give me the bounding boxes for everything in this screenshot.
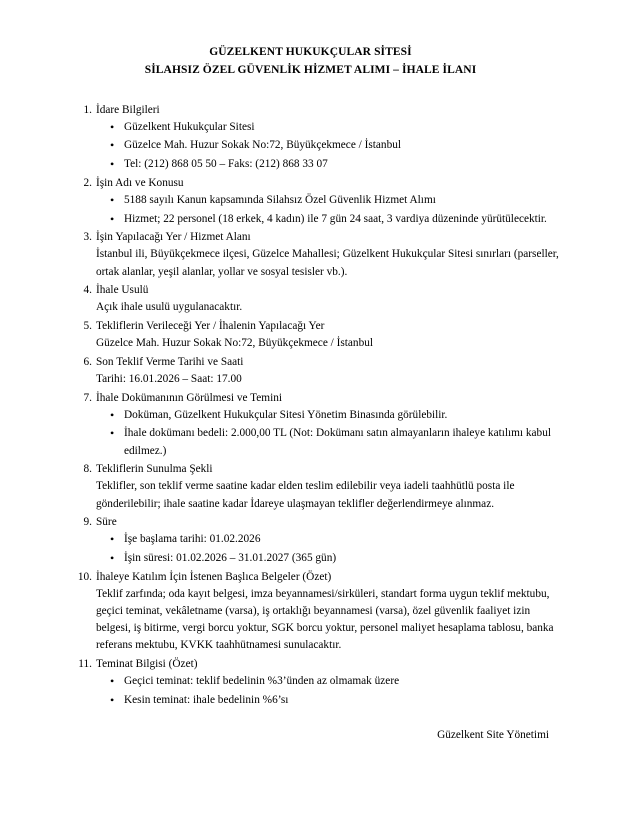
list-item-text: Tel: (212) 868 05 50 – Faks: (212) 868 33 07 <box>124 158 328 171</box>
section-bullet-list <box>96 531 559 567</box>
section-number: 4. <box>83 284 92 297</box>
section-bullet-list <box>96 673 559 709</box>
list-item <box>110 192 559 209</box>
section-heading: Tekliflerin Sunulma Şekli <box>96 463 213 476</box>
list-item-text: Güzelce Mah. Huzur Sokak No:72, Büyükçekmece / İstanbul <box>124 139 402 152</box>
section-bullet-list <box>96 407 559 460</box>
section-number: 11. <box>78 657 92 670</box>
section-item <box>83 390 559 460</box>
list-item <box>110 156 559 173</box>
section-heading: Teminat Bilgisi (Özet) <box>96 657 198 670</box>
section-heading: Tekliflerin Verileceği Yer / İhalenin Yapılacağı Yer <box>96 320 325 332</box>
list-item <box>110 673 559 690</box>
list-item-text: 5188 sayılı Kanun kapsamında Silahsız Özel Güvenlik Hizmet Alımı <box>124 193 436 206</box>
list-item <box>110 407 559 424</box>
title-spacer <box>62 80 559 102</box>
section-number: 8. <box>83 463 92 476</box>
section-heading: İhale Dokümanının Görülmesi ve Temini <box>96 391 282 404</box>
bullet-dot-icon: • <box>110 426 115 441</box>
section-item <box>83 318 559 352</box>
section-heading: İşin Yapılacağı Yer / Hizmet Alanı <box>96 231 251 244</box>
list-item-text: Doküman, Güzelkent Hukukçular Sitesi Yönetim Binasında görülebilir. <box>124 408 448 421</box>
section-heading: İdare Bilgileri <box>96 103 160 116</box>
section-item <box>83 282 559 316</box>
section-body: Güzelce Mah. Huzur Sokak No:72, Büyükçekmece / İstanbul <box>96 337 374 350</box>
section-number: 7. <box>83 391 92 404</box>
section-body: İstanbul ili, Büyükçekmece ilçesi, Güzelce Mahallesi; Güzelkent Hukukçular Sitesi sınırları (parseller, ortak alanlar, yeşil alanlar, yollar ve sosyal tesisler vb.). <box>96 248 559 278</box>
section-heading: Son Teklif Verme Tarihi ve Saati <box>96 355 244 368</box>
list-item <box>110 425 559 459</box>
section-number: 10. <box>77 570 92 583</box>
list-item-text: Güzelkent Hukukçular Sitesi <box>124 120 255 133</box>
section-item <box>77 569 559 655</box>
list-item <box>110 211 559 228</box>
section-number: 1. <box>83 103 92 116</box>
section-number: 2. <box>83 176 92 189</box>
document-title <box>62 44 559 80</box>
list-item <box>110 137 559 154</box>
section-heading: İhaleye Katılım İçin İstenen Başlıca Belgeler (Özet) <box>96 570 332 583</box>
bullet-dot-icon: • <box>110 119 115 134</box>
list-item <box>110 119 559 136</box>
bullet-dot-icon: • <box>110 138 115 153</box>
list-item-text: Kesin teminat: ihale bedelinin %6’sı <box>124 693 289 706</box>
numbered-section-list <box>62 102 559 709</box>
bullet-dot-icon: • <box>110 211 115 226</box>
section-heading: İhale Usulü <box>96 284 149 297</box>
section-heading: İşin Adı ve Konusu <box>96 176 184 189</box>
section-body: Teklifler, son teklif verme saatine kadar elden teslim edilebilir veya iadeli taahhütlü posta ile gönderilebilir; ihale saatine kadar İdareye ulaşmayan teklifler değerlendirmeye alınmaz. <box>96 480 515 510</box>
section-body: Teklif zarfında; oda kayıt belgesi, imza beyannamesi/sirküleri, standart forma uygun teklif mektubu, geçici teminat, vekâletname (varsa), iş ortaklığı beyannamesi (varsa), özel güvenlik faaliyet izin belgesi, iş bitirme, vergi borcu yoktur, SGK borcu yoktur, personel maliyet hesaplama tablosu, banka referans mektubu, KVKK taahhütnamesi sunulacaktır. <box>96 587 554 652</box>
section-item <box>83 175 559 228</box>
section-bullet-list <box>96 192 559 228</box>
bullet-dot-icon: • <box>110 192 115 207</box>
bullet-dot-icon: • <box>110 407 115 422</box>
bullet-dot-icon: • <box>110 692 115 707</box>
bullet-dot-icon: • <box>110 532 115 547</box>
bullet-dot-icon: • <box>110 551 115 566</box>
section-item <box>78 656 559 709</box>
section-number: 5. <box>83 320 92 332</box>
title-line-1: GÜZELKENT HUKUKÇULAR SİTESİ <box>209 46 412 58</box>
list-item <box>110 692 559 709</box>
list-item <box>110 550 559 567</box>
list-item <box>110 531 559 548</box>
signature-line: Güzelkent Site Yönetimi <box>437 728 549 741</box>
bullet-dot-icon: • <box>110 157 115 172</box>
section-number: 9. <box>83 516 92 529</box>
list-item-text: İhale dokümanı bedeli: 2.000,00 TL (Not: Dokümanı satın almayanların ihaleye katılımı kabul edilmez.) <box>124 427 551 457</box>
title-line-2: SİLAHSIZ ÖZEL GÜVENLİK HİZMET ALIMI – İHALE İLANI <box>144 63 477 76</box>
section-item <box>83 102 559 174</box>
section-body: Tarihi: 16.01.2026 – Saat: 17.00 <box>96 372 242 385</box>
list-item-text: Hizmet; 22 personel (18 erkek, 4 kadın) ile 7 gün 24 saat, 3 vardiya düzeninde yürütülecektir. <box>124 212 547 225</box>
section-item <box>83 229 559 280</box>
section-bullet-list <box>96 119 559 173</box>
section-body: Açık ihale usulü uygulanacaktır. <box>96 301 243 314</box>
section-item <box>83 354 559 388</box>
bullet-dot-icon: • <box>110 674 115 689</box>
section-number: 6. <box>83 355 92 368</box>
section-heading: Süre <box>96 516 117 529</box>
list-item-text: Geçici teminat: teklif bedelinin %3’ünden az olmamak üzere <box>124 675 400 688</box>
list-item-text: İşe başlama tarihi: 01.02.2026 <box>124 533 261 546</box>
section-item <box>83 461 559 512</box>
list-item-text: İşin süresi: 01.02.2026 – 31.01.2027 (365 gün) <box>124 552 337 565</box>
section-item <box>83 514 559 567</box>
section-number: 3. <box>83 231 92 244</box>
